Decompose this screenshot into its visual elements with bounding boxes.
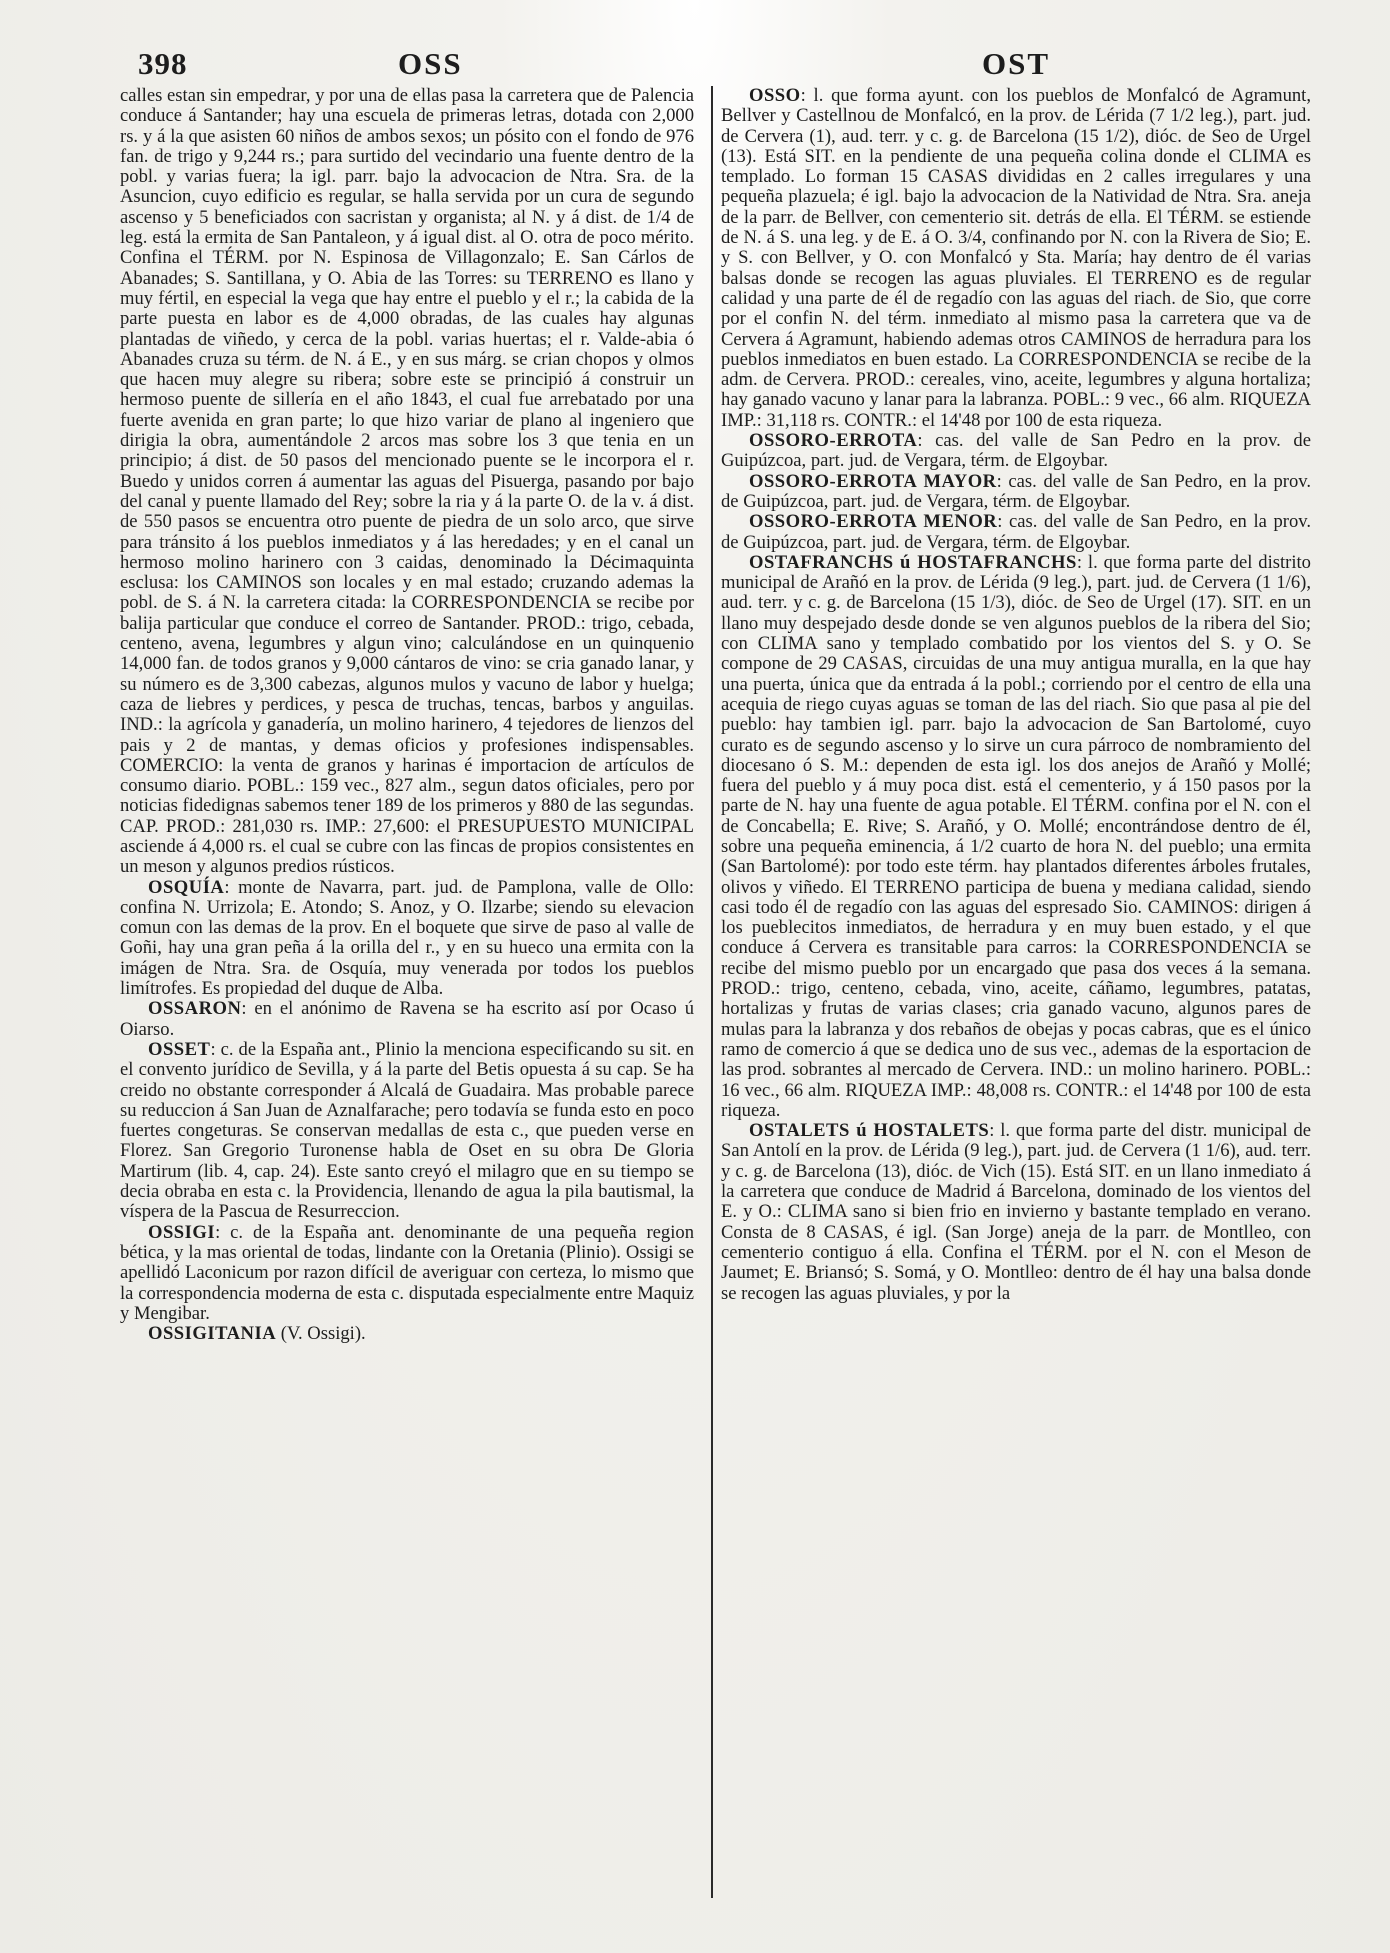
entry-ossaron [120, 999, 694, 1040]
entry-headword: OSSORO-ERROTA MENOR [749, 511, 998, 533]
entry-headword: OSTAFRANCHS ú HOSTAFRANCHS [749, 551, 1077, 573]
page-header [0, 40, 1390, 84]
entry-text: : monte de Navarra, part. jud. de Pamplona, valle de Ollo: confina N. Urrizola; E. Atondo; S. Anoz, y O. Ilzarbe; siendo su elevacion comun con las demas de la prov. En el boquete que sirve de paso al valle de Goñi, hay una gran peña á la orilla del r., y en su hueco una ermita con la imágen de Ntra. Sra. de Osquía, muy venerada por todos los pueblos limítrofes. Es propiedad del duque de Alba. [120, 876, 694, 1000]
entry-headword: OSSO [749, 86, 801, 106]
right-column [721, 86, 1311, 1932]
entry-text: : c. de la España ant., Plinio la menciona especificando su sit. en el convento jurídico de Sevilla, y á la parte del Betis opuesta á su cap. Se ha creido no obstante corresponder á Alcalá de Guadaira. Mas probable parece su reduccion á San Juan de Aznalfarache; pero todavía se funda esto en poco fuertes congeturas. Se conservan medallas de esta c., que pueden verse en Florez. San Gregorio Turonense habla de Oset en su obra De Gloria Martirum (lib. 4, cap. 24). Este santo creyó el milagro que en su tiempo se decia obraba en esta c. la Providencia, llenando de agua la pila bautismal, la víspera de la Pascua de Resurreccion. [120, 1038, 694, 1223]
page-number: 398 [138, 46, 188, 81]
entry-headword: OSSARON [148, 998, 242, 1020]
entry-text: (V. Ossigi). [276, 1323, 366, 1345]
entry-osquia [120, 878, 694, 1000]
entry-ossoro-errota-menor [721, 512, 1311, 553]
entry-text: : cas. del valle de San Pedro, en la prov. de Guipúzcoa, part. jud. de Vergara, térm. de Elgoybar. [721, 511, 1311, 553]
entry-headword: OSSIGITANIA [148, 1323, 277, 1345]
entry-ostafranchs [721, 553, 1311, 1121]
entry-headword: OSTALETS ú HOSTALETS [749, 1120, 990, 1142]
entry-osset [120, 1040, 694, 1223]
entry-text: calles estan sin empedrar, y por una de ellas pasa la carretera que de Palencia conduce á Santander; hay una escuela de primeras letras, dotada con 2,000 rs. y á la que asisten 60 niños de ambos sexos; un pósito con el fondo de 976 fan. de trigo y 9,244 rs.; para surtido del vecindario una fuente dentro de la pobl. y varias fuera; la igl. parr. bajo la advocacion de Ntra. Sra. de la Asuncion, cuyo edificio es regular, se halla servida por un cura de segundo ascenso y 5 beneficiados con sacristan y organista; al N. y á dist. de 1/4 de leg. está la ermita de San Pantaleon, y á igual dist. al O. otra de poco mérito. Confina el TÉRM. por N. Espinosa de Villagonzalo; E. San Cárlos de Abanades; S. Santillana, y O. Abia de las Torres: su TERRENO es llano y muy fértil, en especial la vega que hay entre el pueblo y el r.; la cabida de la parte puesta en labor es de 4,000 obradas, de las cuales hay algunas plantadas de viñedo, y cerca de la pobl. varias huertas; el r. Valde-abia ó Abanades cruza su térm. de N. á E., y en sus márg. se crian chopos y olmos que hacen muy alegre su ribera; sobre este se principió á construir un hermoso puente de sillería en el año 1843, el cual fue arrebatado por una fuerte avenida en gran parte; lo que hizo variar de plano al ingeniero que dirigia la obra, aumentándole 2 arcos mas sobre los 3 que tenia en un principio; á dist. de 50 pasos del mencionado puente se le incorpora el r. Buedo y unidos corren á aumentar las aguas del Pisuerga, pasando por bajo del canal y puente llamado del Rey; sobre la ria y á la parte O. de la v. á dist. de 550 pasos se encuentra otro puente de piedra de un solo arco, que sirve para tránsito á los pueblos inmediatos y á las heredades; y en el canal un hermoso molino harinero con 3 caidas, denominado la Décimaquinta esclusa: los CAMINOS son locales y en mal estado; cruzando ademas la pobl. de S. á N. la carretera citada: la CORRESPONDENCIA se recibe por balija particular que conduce el correo de Santander. PROD.: trigo, cebada, centeno, avena, legumbres y algun vino; calculándose en un quinquenio 14,000 fan. de todos granos y 9,000 cántaros de vino: se cria ganado lanar, y su número es de 3,300 cabezas, algunos mulos y vacuno de labor y huelga; caza de liebres y perdices, y pesca de truchas, tencas, barbos y anguilas. IND.: la agrícola y ganadería, un molino harinero, 4 tejedores de lienzos del pais y 2 de mantas, y demas oficios y profesiones indispensables. COMERCIO: la venta de granos y harinas é importacion de artículos de consumo diario. POBL.: 159 vec., 827 alm., segun datos oficiales, pero por noticias fidedignas sabemos tener 189 de los primeros y 880 de las segundas. CAP. PROD.: 281,030 rs. IMP.: 27,600: el PRESUPUESTO MUNICIPAL asciende á 4,000 rs. el cual se cubre con las fincas de propios consistentes en un meson y algunos predios rústicos. [120, 86, 694, 878]
entry-headword: OSSORO-ERROTA MAYOR [749, 470, 997, 492]
entry-text: : en el anónimo de Ravena se ha escrito así por Ocaso ú Oiarso. [120, 998, 694, 1040]
entry-osso [721, 86, 1311, 431]
right-running-head: OST [982, 46, 1051, 81]
entry-text: : c. de la España ant. denominante de una pequeña region bética, y la mas oriental de todas, lindante con la Oretania (Plinio). Ossigi se apellidó Laconicum por razon difícil de averiguar con certeza, lo mismo que la correspondencia moderna de esta c. disputada especialmente entre Maquiz y Mengibar. [120, 1221, 694, 1324]
entry-ossigi [120, 1223, 694, 1324]
left-running-head: OSS [398, 46, 463, 81]
entry-ossoro-errota [721, 431, 1311, 472]
entry-ossoro-errota-mayor [721, 472, 1311, 513]
entry-continuation [120, 86, 694, 878]
entry-ossigitania [120, 1324, 694, 1344]
entry-text: : cas. del valle de San Pedro en la prov. de Guipúzcoa, part. jud. de Vergara, térm. de Elgoybar. [721, 430, 1311, 472]
entry-headword: OSSORO-ERROTA [749, 430, 918, 452]
column-divider [711, 86, 713, 1898]
entry-text: : l. que forma ayunt. con los pueblos de Monfalcó de Agramunt, Bellver y Castellnou de Monfalcó, en la prov. de Lérida (7 1/2 leg.), part. jud. de Cervera (1), aud. terr. y c. g. de Barcelona (15 1/2), dióc. de Seo de Urgel (13). Está SIT. en la pendiente de una pequeña colina donde el CLIMA es templado. Lo forman 15 CASAS divididas en 2 calles irregulares y una pequeña plazuela; é igl. bajo la advocacion de la Natividad de Ntra. Sra. aneja de la parr. de Bellver, con cementerio sit. detrás de ella. El TÉRM. se estiende de N. á S. una leg. y de E. á O. 3/4, confinando por N. con la Rivera de Sio; E. y S. con Bellver, y O. con Monfalcó y Sta. María; hay dentro de él varias balsas donde se recogen las aguas pluviales. El TERRENO es de regular calidad y una parte de él de regadío con las aguas del riach. de Sio, que corre por el confin N. del térm. inmediato al mismo pasa la carretera que va de Cervera á Agramunt, habiendo ademas otros CAMINOS de herradura para los pueblos inmediatos en buen estado. La CORRESPONDENCIA se recibe de la adm. de Cervera. PROD.: cereales, vino, aceite, legumbres y alguna hortaliza; hay ganado vacuno y lanar para la labranza. POBL.: 9 vec., 66 alm. RIQUEZA IMP.: 31,118 rs. CONTR.: el 14'48 por 100 de esta riqueza. [721, 86, 1311, 431]
entry-text: : l. que forma parte del distr. municipal de San Antolí en la prov. de Lérida (9 leg.), part. jud. de Cervera (1 1/6), aud. terr. y c. g. de Barcelona (13), dióc. de Vich (15). Está SIT. en un llano inmediato á la carretera que conduce de Madrid á Barcelona, dominado de los vientos del E. y O.: CLIMA sano si bien frio en invierno y bastante templado en verano. Consta de 8 CASAS, é igl. (San Jorge) aneja de la parr. de Montlleo, con cementerio contiguo á ella. Confina el TÉRM. por el N. con el Meson de Jaumet; E. Briansó; S. Somá, y O. Montlleo: dentro de él hay una balsa donde se recogen las aguas pluviales, y por la [721, 1120, 1311, 1304]
entry-headword: OSSET [148, 1038, 211, 1060]
entry-headword: OSSIGI [148, 1221, 216, 1243]
entry-ostalets [721, 1121, 1311, 1304]
entry-headword: OSQUÍA [148, 876, 225, 898]
entry-text: : l. que forma parte del distrito municipal de Arañó en la prov. de Lérida (9 leg.), part. jud. de Cervera (1 1/6), aud. terr. y c. g. de Barcelona (15 1/3), dióc. de Seo de Urgel (17). SIT. en un llano muy despejado desde donde se ven algunos pueblos de la ribera del Sio; con CLIMA sano y templado combatido por los vientos del S. y O. Se compone de 29 CASAS, circuidas de una muy antigua muralla, en la que hay una puerta, única que da entrada á la pobl.; corriendo por el centro de ella una acequia de riego cuyas aguas se toman de las del riach. Sio que pasa al pie del pueblo: hay tambien igl. parr. bajo la advocacion de San Bartolomé, cuyo curato es de segundo ascenso y lo sirve un cura párroco de nombramiento del diocesano ó S. M.: dependen de esta igl. los dos anejos de Arañó y Mollé; fuera del pueblo y á muy poca dist. está el cementerio, y á 150 pasos por la parte de N. hay una fuente de agua potable. El TÉRM. confina por el N. con el de Concabella; E. Rive; S. Arañó, y O. Mollé; encontrándose dentro de él, sobre una pequeña eminencia, á 1/2 cuarto de hora N. del pueblo; una ermita (San Bartolomé): por todo este térm. hay plantados diferentes árboles frutales, olivos y viñedo. El TERRENO participa de buena y mediana calidad, siendo casi todo él de regadío con las aguas del espresado Sio. CAMINOS: dirigen á los pueblecitos inmediatos, de herradura y en muy buen estado, y el que conduce á Cervera es transitable para carros: la CORRESPONDENCIA se recibe del mismo pueblo por un encargado que pasa dos veces á la semana. PROD.: trigo, centeno, cebada, vino, aceite, cáñamo, legumbres, patatas, hortalizas y frutas de varias clases; cria ganado vacuno, algunos pares de mulas para la labranza y dos rebaños de obejas y pocas cabras, que es el único ramo de comercio á que se dedica uno de sus vec., ademas de la esportacion de las prod. sobrantes al mercado de Cervera. IND.: un molino harinero. POBL.: 16 vec., 66 alm. RIQUEZA IMP.: 48,008 rs. CONTR.: el 14'48 por 100 de esta riqueza. [721, 551, 1311, 1121]
left-column [120, 86, 694, 1932]
entry-text: : cas. del valle de San Pedro, en la prov. de Guipúzcoa, part. jud. de Vergara, térm. de Elgoybar. [721, 470, 1311, 512]
